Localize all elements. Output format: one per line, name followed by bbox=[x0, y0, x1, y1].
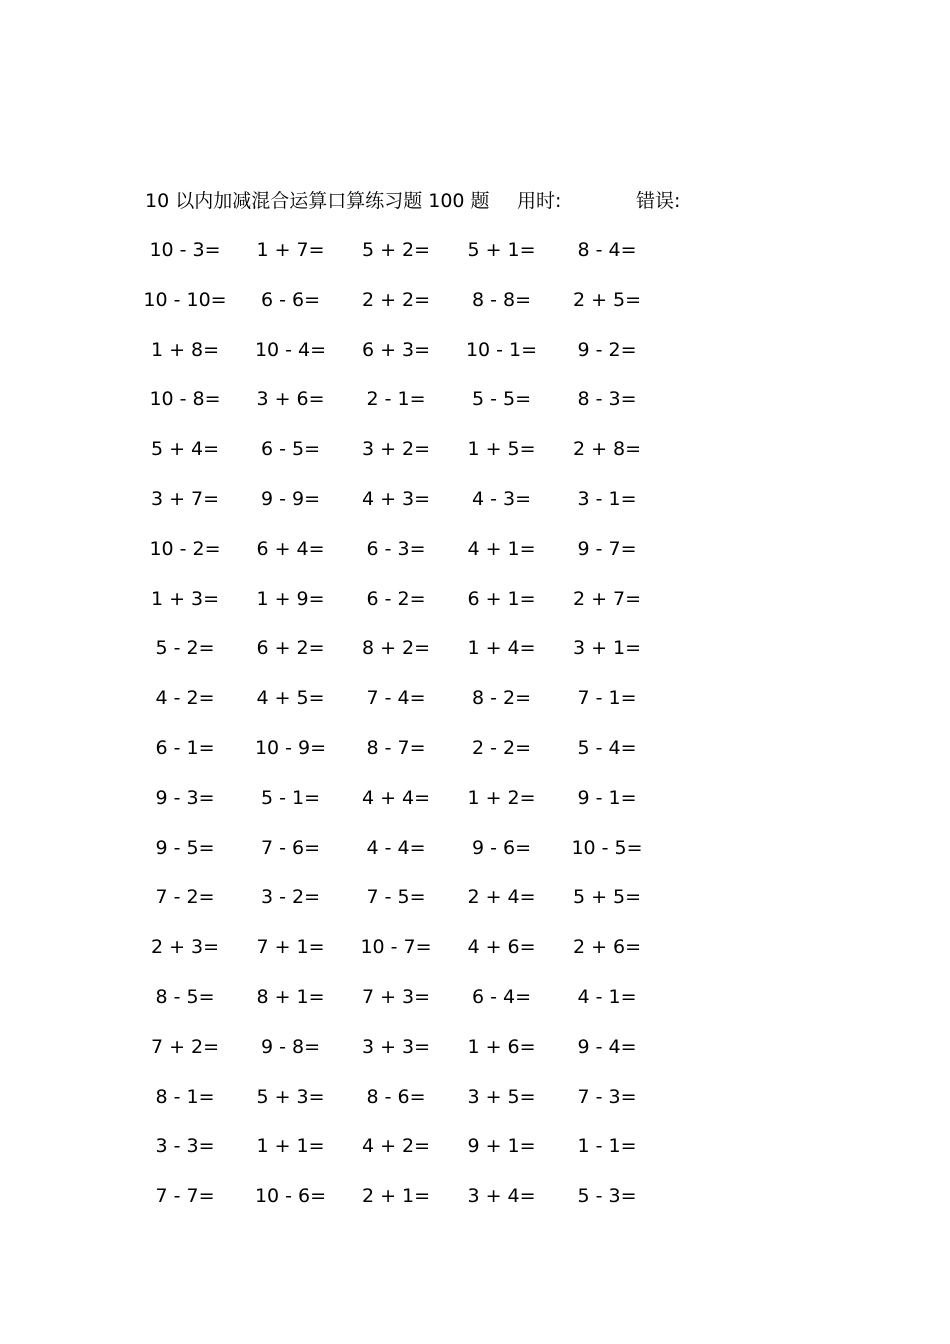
problem-item: 1 + 7= bbox=[256, 239, 325, 261]
problem-item: 4 + 6= bbox=[467, 936, 536, 959]
problem-item: 10 - 10= bbox=[143, 288, 227, 311]
worksheet-header bbox=[145, 186, 765, 216]
problem-item: 3 + 3= bbox=[361, 1035, 431, 1058]
problem-item: 9 - 9= bbox=[260, 487, 321, 510]
problem-item: 3 + 5= bbox=[467, 1085, 536, 1108]
problem-item: 3 + 2= bbox=[361, 438, 431, 461]
problem-row bbox=[132, 828, 662, 878]
problem-item: 6 - 2= bbox=[366, 587, 426, 610]
problem-item: 5 - 1= bbox=[260, 786, 321, 809]
problem-item: 7 + 1= bbox=[256, 936, 325, 959]
problem-item: 9 - 3= bbox=[155, 786, 215, 809]
problem-item: 1 + 9= bbox=[256, 587, 325, 610]
problem-item: 3 - 3= bbox=[155, 1135, 215, 1158]
problem-item: 2 - 1= bbox=[366, 388, 426, 411]
problem-item: 6 + 4= bbox=[256, 537, 325, 560]
problem-item: 5 - 4= bbox=[577, 736, 637, 759]
problem-item: 8 + 2= bbox=[361, 637, 431, 660]
problem-row bbox=[132, 479, 662, 529]
problem-item: 4 - 2= bbox=[155, 687, 215, 710]
problem-item: 2 - 2= bbox=[471, 736, 532, 759]
problem-item: 5 - 5= bbox=[471, 388, 532, 411]
problem-row bbox=[132, 1027, 662, 1077]
problem-item: 10 - 3= bbox=[149, 239, 221, 261]
problem-item: 8 - 1= bbox=[155, 1085, 215, 1108]
problem-item: 9 - 7= bbox=[577, 537, 637, 560]
problem-item: 3 - 2= bbox=[260, 886, 321, 909]
problem-item: 4 - 3= bbox=[471, 487, 532, 510]
problem-item: 9 - 2= bbox=[577, 338, 637, 361]
problem-item: 7 - 5= bbox=[366, 886, 426, 909]
problem-item: 5 + 1= bbox=[467, 239, 536, 261]
problem-item: 4 - 4= bbox=[366, 836, 426, 859]
problem-item: 2 + 2= bbox=[361, 288, 431, 311]
problem-item: 9 - 1= bbox=[577, 786, 637, 809]
problem-item: 6 + 2= bbox=[256, 637, 325, 660]
time-used-label: 用时: bbox=[517, 190, 562, 212]
problem-item: 5 + 4= bbox=[150, 438, 220, 461]
problem-item: 8 - 3= bbox=[577, 388, 637, 411]
problem-item: 5 - 3= bbox=[577, 1185, 637, 1208]
problem-item: 2 + 7= bbox=[572, 587, 642, 610]
problem-item: 10 - 1= bbox=[465, 338, 538, 361]
problem-item: 2 + 6= bbox=[572, 936, 642, 959]
problem-row bbox=[132, 230, 662, 280]
problem-row bbox=[132, 429, 662, 479]
problem-row bbox=[132, 628, 662, 678]
problem-row bbox=[132, 1176, 662, 1226]
problem-item: 1 + 1= bbox=[256, 1135, 325, 1158]
problem-item: 3 + 7= bbox=[150, 487, 220, 510]
problem-item: 2 + 4= bbox=[467, 886, 536, 909]
problem-item: 4 - 1= bbox=[577, 985, 637, 1008]
problem-item: 1 + 3= bbox=[150, 587, 220, 610]
problem-item: 10 - 5= bbox=[571, 836, 643, 859]
worksheet-title: 10 以内加减混合运算口算练习题 100 题 bbox=[145, 190, 490, 212]
problem-item: 5 + 3= bbox=[256, 1085, 325, 1108]
problem-item: 6 - 3= bbox=[366, 537, 426, 560]
problem-item: 9 + 1= bbox=[467, 1135, 536, 1158]
problem-item: 1 + 5= bbox=[467, 438, 536, 461]
problem-row bbox=[132, 280, 662, 330]
problem-item: 4 + 3= bbox=[361, 487, 431, 510]
problem-item: 3 + 6= bbox=[256, 388, 325, 411]
problem-item: 6 - 4= bbox=[471, 985, 532, 1008]
problem-row bbox=[132, 778, 662, 828]
problem-item: 8 - 7= bbox=[366, 736, 426, 759]
problem-item: 4 + 2= bbox=[361, 1135, 431, 1158]
problem-row bbox=[132, 379, 662, 429]
problem-item: 7 - 4= bbox=[366, 687, 426, 710]
problem-item: 9 - 5= bbox=[155, 836, 215, 859]
problem-item: 7 + 3= bbox=[361, 985, 431, 1008]
problem-row bbox=[132, 1077, 662, 1127]
problem-row bbox=[132, 529, 662, 579]
problem-item: 1 + 4= bbox=[467, 637, 536, 660]
problem-item: 9 - 6= bbox=[471, 836, 532, 859]
problem-row bbox=[132, 579, 662, 629]
problem-item: 10 - 7= bbox=[360, 936, 432, 959]
problem-item: 1 + 8= bbox=[150, 338, 220, 361]
problem-item: 4 + 5= bbox=[256, 687, 325, 710]
problem-item: 6 - 5= bbox=[260, 438, 321, 461]
problem-row bbox=[132, 977, 662, 1027]
problem-item: 1 + 6= bbox=[467, 1035, 536, 1058]
problem-item: 1 - 1= bbox=[577, 1135, 637, 1158]
problem-row bbox=[132, 877, 662, 927]
problem-item: 5 + 5= bbox=[572, 886, 642, 909]
problem-item: 10 - 8= bbox=[149, 388, 221, 411]
problem-item: 10 - 4= bbox=[254, 338, 327, 361]
problem-item: 9 - 8= bbox=[260, 1035, 321, 1058]
problem-item: 6 + 3= bbox=[361, 338, 431, 361]
problem-row bbox=[132, 678, 662, 728]
problem-item: 7 - 7= bbox=[155, 1185, 215, 1208]
problem-item: 7 - 6= bbox=[260, 836, 321, 859]
problem-item: 8 - 2= bbox=[471, 687, 532, 710]
problem-item: 6 + 1= bbox=[467, 587, 536, 610]
problem-item: 2 + 1= bbox=[361, 1185, 431, 1208]
problem-item: 3 + 4= bbox=[467, 1185, 536, 1208]
problem-item: 10 - 2= bbox=[149, 537, 221, 560]
problem-item: 1 + 2= bbox=[467, 786, 536, 809]
problem-item: 8 - 5= bbox=[155, 985, 215, 1008]
problem-item: 5 + 2= bbox=[361, 239, 431, 261]
problem-item: 7 - 2= bbox=[155, 886, 215, 909]
problem-row bbox=[132, 330, 662, 380]
problem-item: 3 - 1= bbox=[577, 487, 637, 510]
problem-row bbox=[132, 927, 662, 977]
problem-item: 7 + 2= bbox=[150, 1035, 220, 1058]
errors-label: 错误: bbox=[636, 190, 681, 212]
problem-item: 2 + 5= bbox=[572, 288, 642, 311]
problem-row bbox=[132, 1126, 662, 1176]
problem-item: 4 + 1= bbox=[467, 537, 536, 560]
problem-item: 3 + 1= bbox=[572, 637, 642, 660]
problem-item: 9 - 4= bbox=[577, 1035, 637, 1058]
problem-item: 10 - 6= bbox=[254, 1185, 327, 1208]
problem-grid bbox=[132, 230, 662, 1226]
problem-item: 8 - 4= bbox=[577, 239, 637, 261]
problem-item: 8 - 8= bbox=[471, 288, 532, 311]
problem-item: 2 + 3= bbox=[150, 936, 220, 959]
problem-item: 8 - 6= bbox=[366, 1085, 426, 1108]
problem-row bbox=[132, 728, 662, 778]
problem-item: 5 - 2= bbox=[155, 637, 215, 660]
problem-item: 6 - 6= bbox=[260, 288, 321, 311]
problem-item: 7 - 1= bbox=[577, 687, 637, 710]
problem-item: 6 - 1= bbox=[155, 736, 215, 759]
problem-item: 4 + 4= bbox=[361, 786, 431, 809]
problem-item: 10 - 9= bbox=[254, 736, 327, 759]
problem-item: 2 + 8= bbox=[572, 438, 642, 461]
problem-item: 8 + 1= bbox=[256, 985, 325, 1008]
problem-item: 7 - 3= bbox=[577, 1085, 637, 1108]
